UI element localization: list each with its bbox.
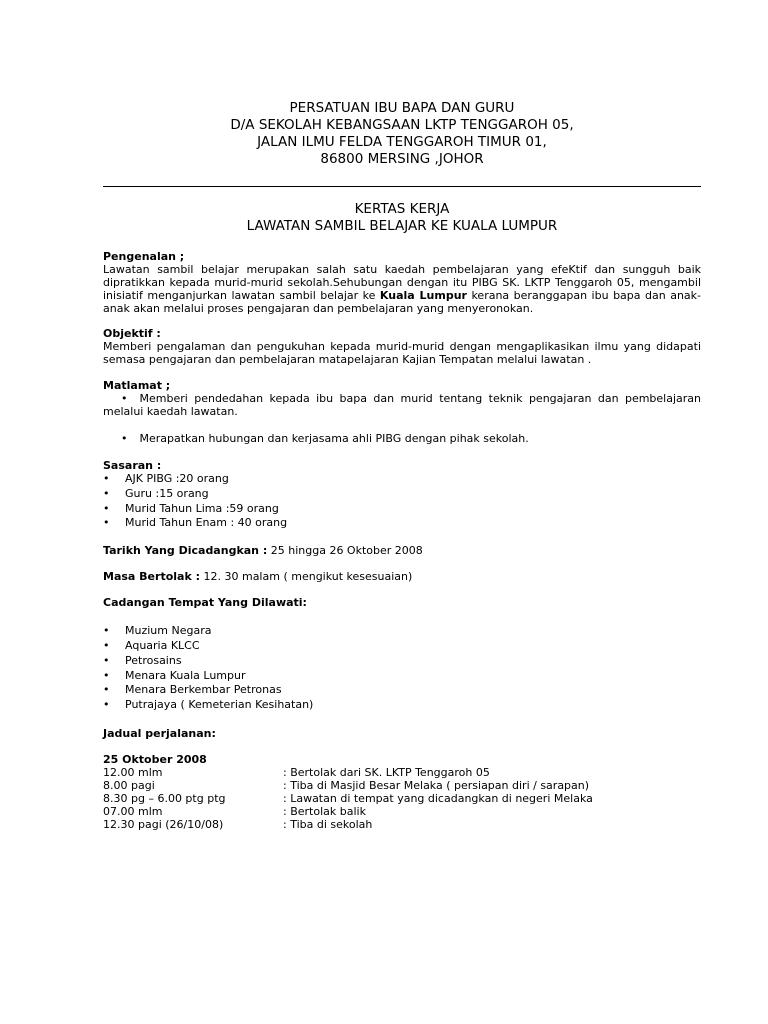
matlamat-item-text: Memberi pendedahan kepada ibu bapa dan murid tentang teknik pengajaran dan pembelajaran melalui kaedah lawatan. xyxy=(103,392,701,418)
bullet-icon: • xyxy=(103,698,110,712)
schedule-activity: : Tiba di sekolah xyxy=(283,817,373,831)
cadangan-item-text: Putrajaya ( Kemeterian Kesihatan) xyxy=(125,698,314,712)
sasaran-list xyxy=(103,472,701,531)
matlamat-list xyxy=(103,392,701,445)
section-sasaran xyxy=(103,459,701,531)
bullet-icon: • xyxy=(103,486,110,500)
list-item xyxy=(103,432,701,445)
list-item xyxy=(103,639,701,654)
jadual-heading: Jadual perjalanan: xyxy=(103,726,216,740)
bullet-icon: • xyxy=(103,668,110,682)
matlamat-item-text: Merapatkan hubungan dan kerjasama ahli PIBG dengan pihak sekolah. xyxy=(139,432,529,445)
cadangan-item-text: Petrosains xyxy=(125,653,182,667)
pengenalan-text-bold: Kuala Lumpur xyxy=(379,289,467,302)
cadangan-item-text: Aquaria KLCC xyxy=(125,638,200,652)
schedule-activity: : Bertolak balik xyxy=(283,804,366,818)
tarikh-value: 25 hingga 26 Oktober 2008 xyxy=(267,544,423,558)
list-item xyxy=(103,516,701,531)
list-item xyxy=(103,392,701,418)
bullet-icon: • xyxy=(103,501,110,515)
document-page xyxy=(103,100,701,831)
pengenalan-heading: Pengenalan ; xyxy=(103,250,185,263)
schedule-time: 12.00 mlm xyxy=(103,765,163,779)
sasaran-item-text: AJK PIBG :20 orang xyxy=(125,472,229,485)
matlamat-heading: Matlamat ; xyxy=(103,379,171,392)
pengenalan-text-part-1: Lawatan sambil belajar merupakan salah satu kaedah pembelajaran yang efeKtif dan sungguh baik dipratikkan kepada murid-murid sekolah.Sehubungan dengan itu PIBG SK. LKTP Tenggaroh 05, mengambil inisiatif menganjurkan lawatan sambil belajar ke xyxy=(103,263,701,302)
schedule-time: 8.30 pg – 6.00 ptg ptg xyxy=(103,791,226,805)
schedule-time: 07.00 mlm xyxy=(103,804,163,818)
bullet-icon: • xyxy=(103,624,110,638)
schedule-time: 12.30 pagi (26/10/08) xyxy=(103,817,224,831)
bullet-icon: • xyxy=(103,683,110,697)
masa-line xyxy=(103,570,701,583)
list-item xyxy=(103,624,701,639)
pengenalan-text-part-2: kerana beranggapan ibu bapa dan anak-anak akan melalui proses pengajaran dan pembelajaran yang menyeronokan. xyxy=(103,289,702,315)
cadangan-item-text: Menara Kuala Lumpur xyxy=(125,668,246,682)
title-line-2: LAWATAN SAMBIL BELAJAR KE KUALA LUMPUR xyxy=(246,218,558,234)
list-item xyxy=(103,487,701,502)
list-item xyxy=(103,472,701,487)
table-row xyxy=(103,805,701,818)
bullet-icon: • xyxy=(121,392,128,405)
list-item xyxy=(103,502,701,517)
section-matlamat xyxy=(103,379,701,445)
list-item xyxy=(103,669,701,684)
sasaran-item-text: Murid Tahun Lima :59 orang xyxy=(125,501,279,515)
bullet-icon: • xyxy=(103,516,110,530)
cadangan-item-text: Muzium Negara xyxy=(125,624,212,638)
schedule-time: 8.00 pagi xyxy=(103,778,155,792)
masa-value: 12. 30 malam ( mengikut kesesuaian) xyxy=(200,570,413,584)
bullet-icon: • xyxy=(103,638,110,652)
section-jadual xyxy=(103,727,701,831)
cadangan-item-text: Menara Berkembar Petronas xyxy=(125,683,282,697)
letterhead-line-2: D/A SEKOLAH KEBANGSAAN LKTP TENGGAROH 05, xyxy=(230,117,574,133)
sasaran-item-text: Murid Tahun Enam : 40 orang xyxy=(125,516,288,530)
table-row xyxy=(103,818,701,831)
schedule-activity: : Lawatan di tempat yang dicadangkan di negeri Melaka xyxy=(283,791,593,805)
letterhead-line-3: JALAN ILMU FELDA TENGGAROH TIMUR 01, xyxy=(257,134,547,150)
section-pengenalan xyxy=(103,250,701,315)
cadangan-heading: Cadangan Tempat Yang Dilawati: xyxy=(103,596,307,610)
letterhead-line-1: PERSATUAN IBU BAPA DAN GURU xyxy=(289,100,515,116)
letterhead-line-4: 86800 MERSING ,JOHOR xyxy=(320,151,484,167)
list-item xyxy=(103,698,701,713)
tarikh-line xyxy=(103,544,701,557)
list-item xyxy=(103,683,701,698)
letterhead xyxy=(103,100,701,168)
schedule-activity: : Bertolak dari SK. LKTP Tenggaroh 05 xyxy=(283,765,490,779)
tarikh-label: Tarikh Yang Dicadangkan : xyxy=(103,544,268,558)
table-row xyxy=(103,766,701,779)
section-cadangan xyxy=(103,596,701,713)
table-row xyxy=(103,792,701,805)
bullet-icon: • xyxy=(103,472,110,485)
objektif-heading: Objektif : xyxy=(103,327,161,340)
bullet-icon: • xyxy=(103,653,110,667)
schedule-activity: : Tiba di Masjid Besar Melaka ( persiapan diri / sarapan) xyxy=(283,778,590,792)
jadual-date: 25 Oktober 2008 xyxy=(103,752,207,766)
document-title xyxy=(103,201,701,235)
section-objektif xyxy=(103,327,701,366)
horizontal-divider xyxy=(103,186,701,187)
pengenalan-text xyxy=(103,263,701,315)
table-row xyxy=(103,779,701,792)
objektif-text: Memberi pengalaman dan pengukuhan kepada murid-murid dengan mengaplikasikan ilmu yang didapati semasa pengajaran dan pembelajaran matapelajaran Kajian Tempatan melalui lawatan . xyxy=(103,340,701,366)
bullet-icon: • xyxy=(121,432,128,445)
masa-label: Masa Bertolak : xyxy=(103,570,200,584)
sasaran-item-text: Guru :15 orang xyxy=(125,486,209,500)
list-item xyxy=(103,654,701,669)
sasaran-heading: Sasaran : xyxy=(103,459,162,472)
title-line-1: KERTAS KERJA xyxy=(354,201,450,217)
schedule-table xyxy=(103,766,701,831)
cadangan-list xyxy=(103,624,701,713)
